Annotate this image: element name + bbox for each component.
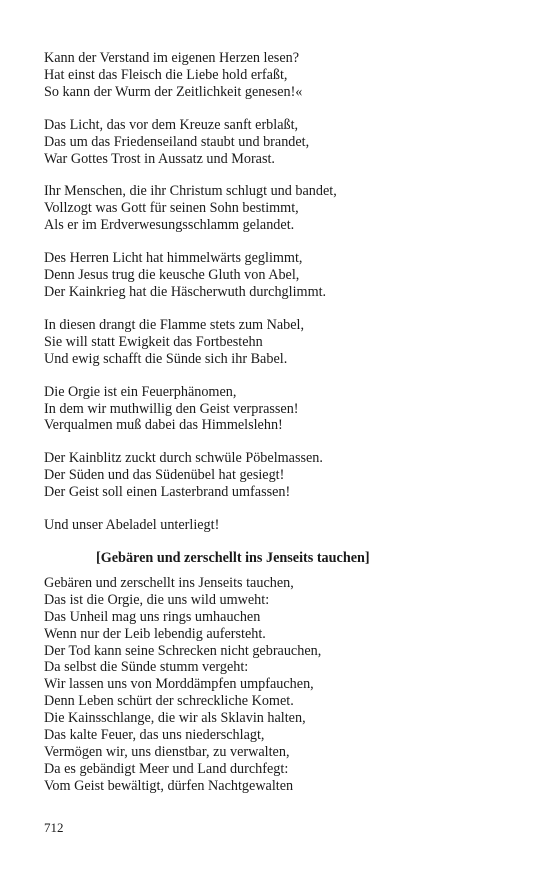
verse-line: Vollzogt was Gott für seinen Sohn bestimmt,	[44, 200, 299, 217]
verse-line: Verqualmen muß dabei das Himmelslehn!	[44, 417, 283, 434]
stanza	[44, 575, 514, 795]
verse-line: Das ist die Orgie, die uns wild umweht:	[44, 591, 270, 608]
verse-line: So kann der Wurm der Zeitlichkeit genesen!«	[44, 83, 303, 100]
stanza	[44, 117, 514, 168]
verse-line: Wenn nur der Leib lebendig aufersteht.	[44, 625, 266, 642]
verse-line: Da es gebändigt Meer und Land durchfegt:	[44, 760, 289, 777]
stanza	[44, 50, 514, 101]
verse-line: Die Orgie ist ein Feuerphänomen,	[44, 383, 237, 400]
verse-line: War Gottes Trost in Aussatz und Morast.	[44, 150, 275, 167]
verse-line: In dem wir muthwillig den Geist verprassen!	[44, 400, 299, 417]
verse-line: Vom Geist bewältigt, dürfen Nachtgewalten	[44, 777, 294, 794]
verse-line: Da selbst die Sünde stumm vergeht:	[44, 659, 249, 676]
verse-line: Als er im Erdverwesungsschlamm gelandet.	[44, 217, 295, 234]
verse-line: Ihr Menschen, die ihr Christum schlugt und bandet,	[44, 183, 337, 200]
verse-line: Kann der Verstand im eigenen Herzen lesen?	[44, 50, 300, 66]
verse-line: Denn Jesus trug die keusche Gluth von Abel,	[44, 267, 300, 284]
verse-line: Der Süden und das Südenübel hat gesiegt!	[44, 467, 285, 484]
verse-line: Der Kainblitz zuckt durch schwüle Pöbelmassen.	[44, 450, 323, 467]
stanza	[44, 317, 514, 368]
stanza	[44, 384, 514, 435]
verse-line: Und unser Abeladel unterliegt!	[44, 517, 220, 534]
verse-line: Das Licht, das vor dem Kreuze sanft erblaßt,	[44, 116, 299, 133]
verse-line: Gebären und zerschellt ins Jenseits tauchen,	[44, 574, 294, 591]
verse-line: Und ewig schafft die Sünde sich ihr Babel.	[44, 350, 288, 367]
verse-line: Die Kainsschlange, die wir als Sklavin halten,	[44, 710, 306, 727]
verse-line: Der Kainkrieg hat die Häscherwuth durchglimmt.	[44, 283, 327, 300]
verse-line: Das um das Friedenseiland staubt und brandet,	[44, 133, 310, 150]
verse-line: Des Herren Licht hat himmelwärts geglimmt,	[44, 250, 303, 267]
stanza	[44, 250, 514, 301]
page-number: 712	[44, 820, 64, 835]
poem-heading: [Gebären und zerschellt ins Jenseits tauchen]	[96, 549, 370, 566]
verse-line: Denn Leben schürt der schreckliche Komet.	[44, 693, 294, 710]
poem-text	[44, 50, 514, 811]
verse-line: Der Geist soll einen Lasterbrand umfassen!	[44, 484, 291, 501]
verse-line: Sie will statt Ewigkeit das Fortbestehn	[44, 333, 263, 350]
verse-line: Wir lassen uns von Morddämpfen umpfauchen,	[44, 676, 314, 693]
verse-line: Der Tod kann seine Schrecken nicht gebrauchen,	[44, 642, 322, 659]
stanza	[44, 517, 514, 534]
verse-line: Das kalte Feuer, das uns niederschlagt,	[44, 727, 265, 744]
stanza	[44, 183, 514, 234]
stanza	[44, 450, 514, 501]
verse-line: Vermögen wir, uns dienstbar, zu verwalten,	[44, 744, 290, 760]
verse-line: In diesen drangt die Flamme stets zum Nabel,	[44, 316, 305, 333]
verse-line: Hat einst das Fleisch die Liebe hold erfaßt,	[44, 66, 288, 83]
verse-line: Das Unheil mag uns rings umhauchen	[44, 608, 261, 625]
